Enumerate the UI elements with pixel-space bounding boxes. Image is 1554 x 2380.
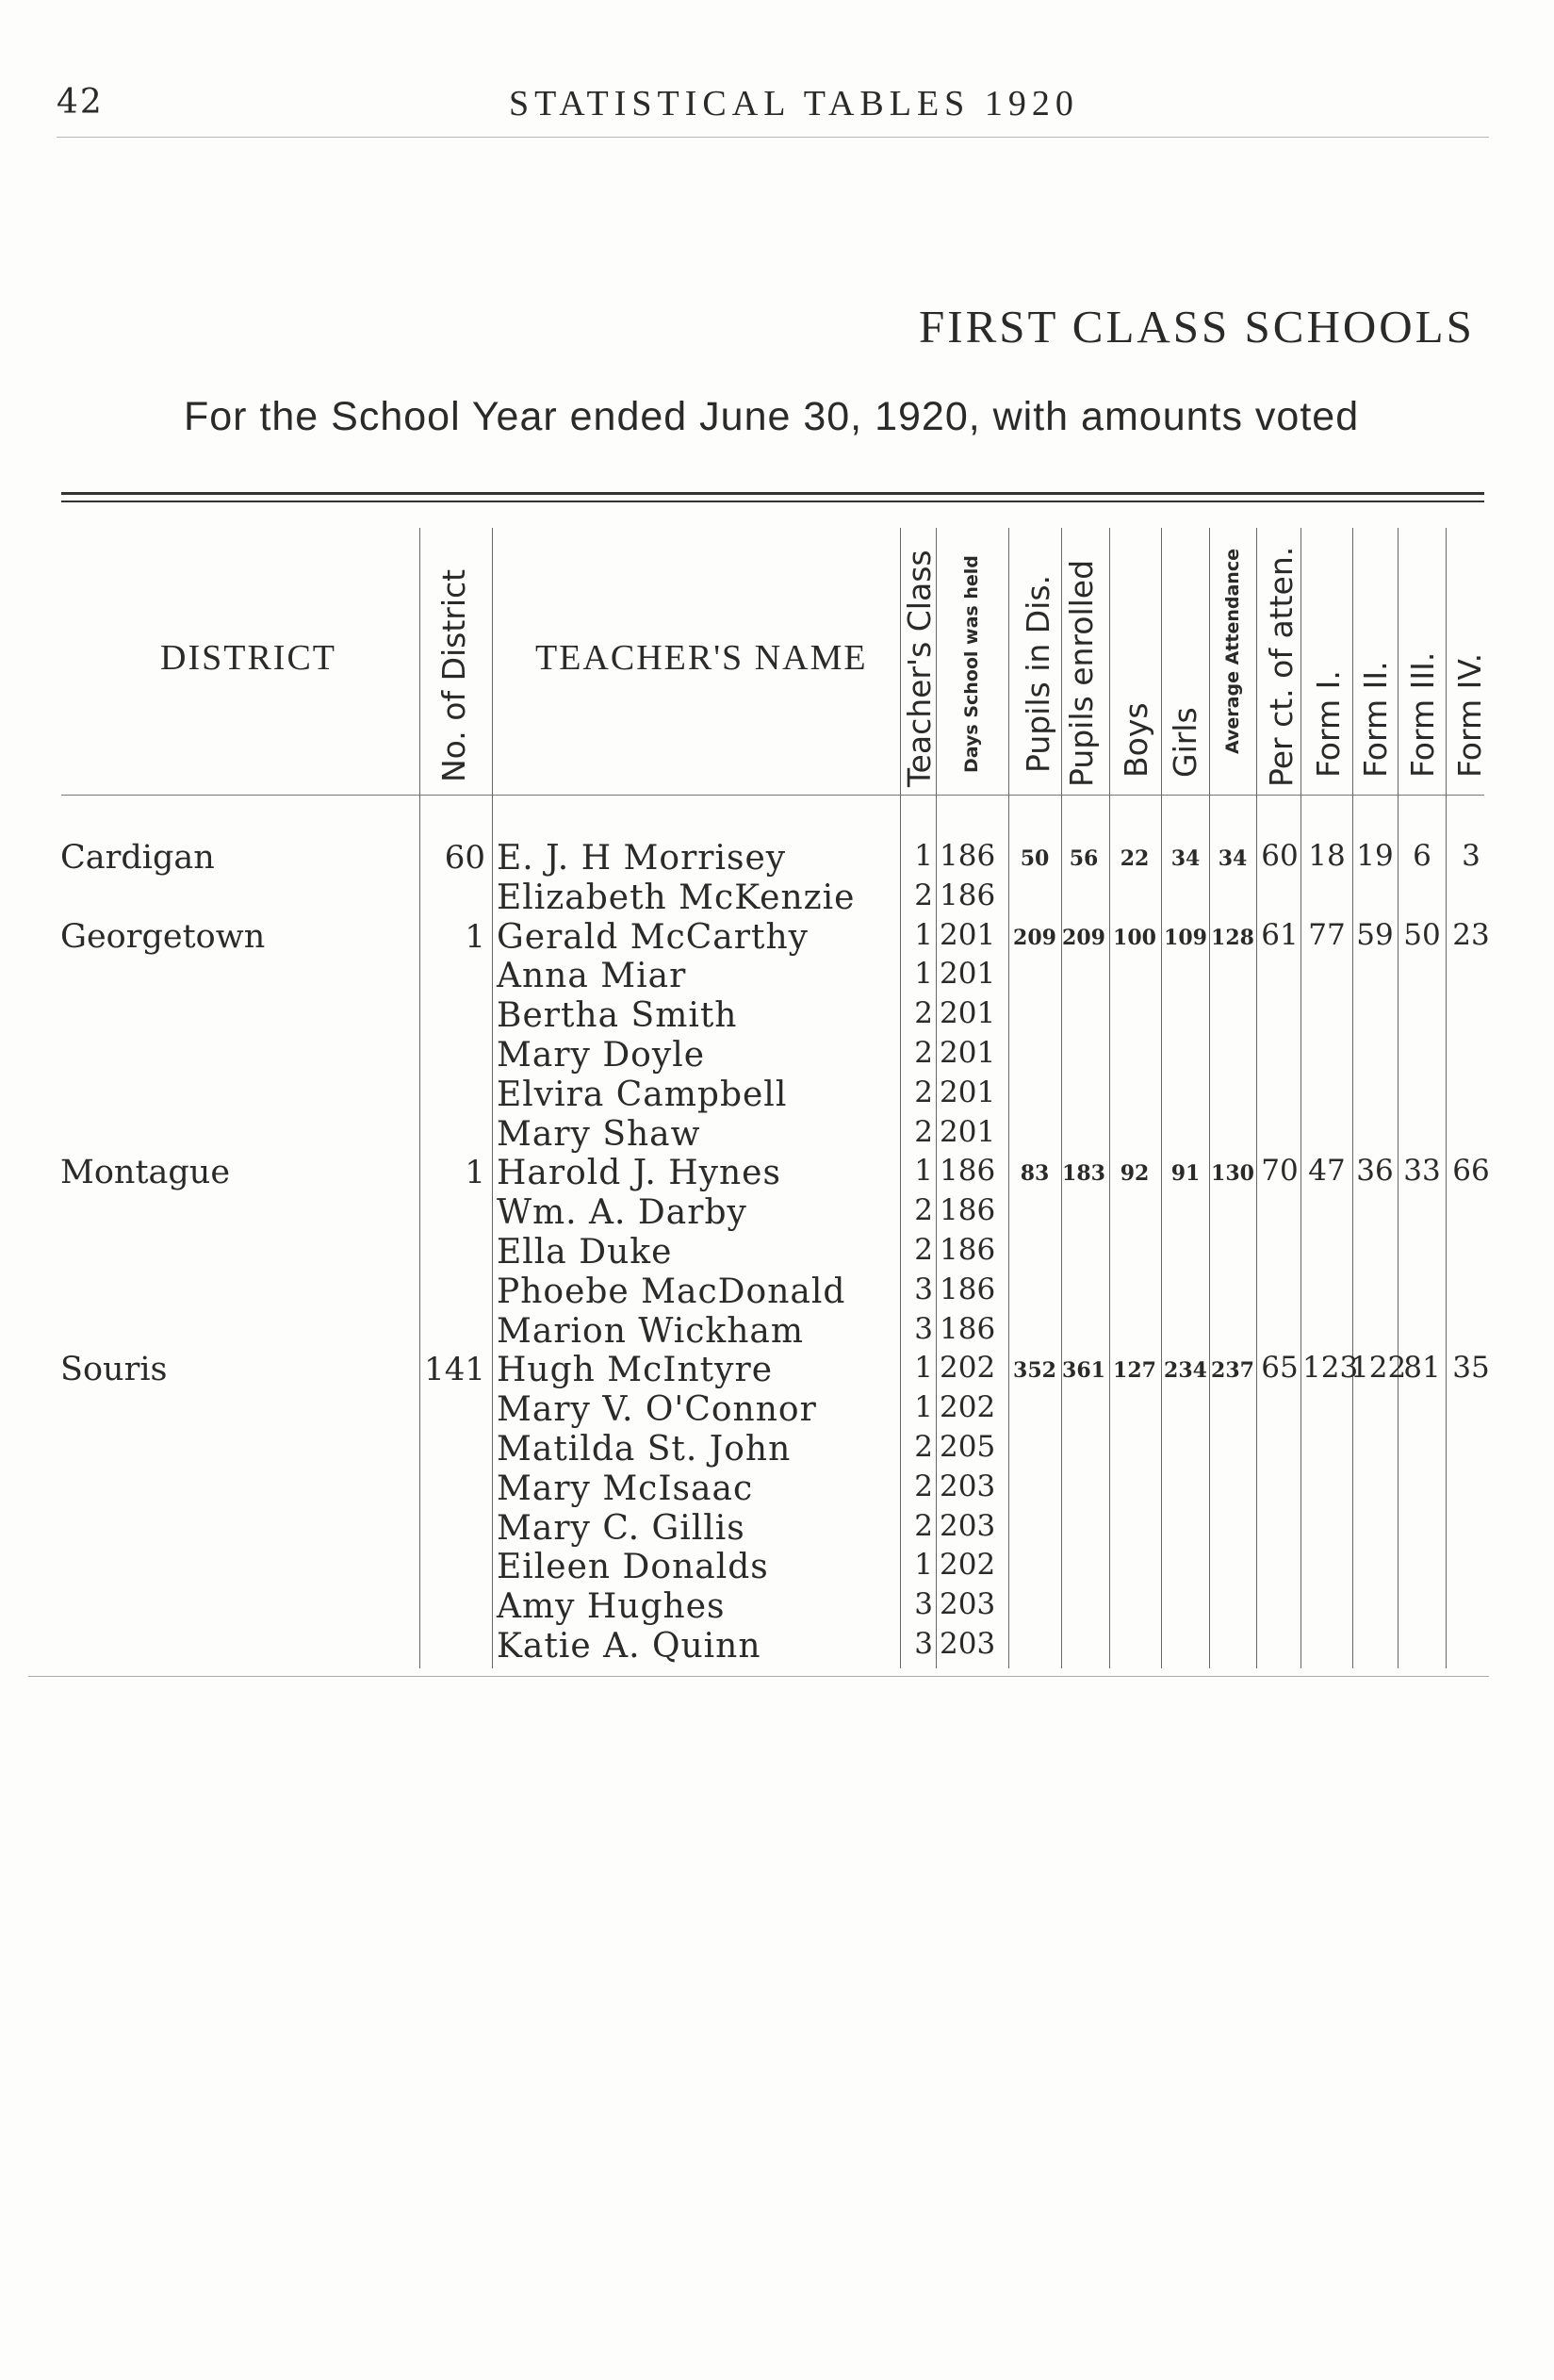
column-header-teacher-class: Teacher's Class <box>901 550 938 787</box>
district-cell: Georgetown <box>60 917 266 956</box>
pupils-in-district-cell: 83 <box>1020 1161 1050 1187</box>
days-held-cell: 186 <box>940 1193 996 1228</box>
days-held-cell: 201 <box>940 1036 996 1070</box>
teacher-name-cell: Marion Wickham <box>497 1311 804 1351</box>
average-attendance-cell: 130 <box>1211 1161 1254 1187</box>
column-header-pupils-enrolled: Pupils enrolled <box>1063 559 1100 787</box>
teacher-name-cell: Eileen Donalds <box>497 1548 769 1587</box>
form-1-cell: 18 <box>1308 839 1346 873</box>
district-number-cell: 141 <box>424 1351 485 1389</box>
teacher-class-cell: 1 <box>914 1154 933 1189</box>
teacher-class-cell: 2 <box>914 878 933 912</box>
form-1-cell: 123 <box>1302 1351 1359 1386</box>
table-row <box>0 1272 1554 1312</box>
teacher-name-cell: Gerald McCarthy <box>497 917 809 957</box>
form-4-cell: 66 <box>1452 1154 1490 1189</box>
column-header-pupils-in-district: Pupils in Dis. <box>1020 574 1056 773</box>
form-2-cell: 122 <box>1350 1351 1407 1386</box>
table-bottom-rule <box>28 1676 1489 1677</box>
teacher-name-cell: E. J. H Morrisey <box>497 839 787 878</box>
boys-cell: 92 <box>1120 1161 1150 1187</box>
girls-cell: 109 <box>1164 925 1207 950</box>
table-row <box>0 918 1554 958</box>
days-held-cell: 205 <box>940 1430 996 1464</box>
teacher-class-cell: 1 <box>914 1548 933 1583</box>
teacher-class-cell: 2 <box>914 996 933 1031</box>
form-2-cell: 19 <box>1356 839 1394 873</box>
table-top-rule <box>61 492 1484 495</box>
percent-attendance-cell: 65 <box>1261 1351 1299 1386</box>
form-4-cell: 3 <box>1462 839 1480 873</box>
boys-cell: 100 <box>1113 925 1156 950</box>
column-header-average-attendance: Average Attendance <box>1222 549 1243 754</box>
district-cell: Cardigan <box>60 839 215 877</box>
pupils-enrolled-cell: 183 <box>1062 1161 1105 1187</box>
average-attendance-cell: 128 <box>1211 925 1254 950</box>
boys-cell: 22 <box>1120 846 1150 871</box>
table-row <box>0 878 1554 918</box>
table-row <box>0 1469 1554 1509</box>
district-cell: Souris <box>60 1351 168 1389</box>
column-header-district-no: No. of District <box>435 568 472 782</box>
column-header-form-1: Form I. <box>1310 670 1347 778</box>
running-head <box>57 83 1489 130</box>
teacher-name-cell: Bertha Smith <box>497 996 738 1036</box>
days-held-cell: 186 <box>940 1272 996 1306</box>
table-row <box>0 1075 1554 1115</box>
girls-cell: 234 <box>1164 1358 1207 1384</box>
teacher-name-cell: Hugh McIntyre <box>497 1351 774 1390</box>
teacher-class-cell: 2 <box>914 1430 933 1464</box>
district-number-cell: 1 <box>465 1154 485 1192</box>
teacher-class-cell: 2 <box>914 1469 933 1503</box>
section-title: FIRST CLASS SCHOOLS <box>919 301 1475 353</box>
table-row <box>0 1509 1554 1549</box>
days-held-cell: 186 <box>940 1154 996 1189</box>
teacher-name-cell: Matilda St. John <box>497 1430 792 1469</box>
column-header-teacher: TEACHER'S NAME <box>535 638 868 678</box>
running-title: STATISTICAL TABLES 1920 <box>509 84 1079 123</box>
pupils-enrolled-cell: 56 <box>1069 846 1099 871</box>
average-attendance-cell: 34 <box>1218 846 1248 871</box>
district-cell: Montague <box>60 1154 231 1192</box>
header-divider <box>57 137 1489 138</box>
pupils-enrolled-cell: 361 <box>1062 1358 1105 1384</box>
table-row <box>0 1390 1554 1430</box>
teacher-name-cell: Harold J. Hynes <box>497 1154 781 1193</box>
teacher-name-cell: Ella Duke <box>497 1233 673 1272</box>
teacher-name-cell: Amy Hughes <box>497 1587 726 1627</box>
pupils-in-district-cell: 352 <box>1013 1358 1056 1384</box>
form-4-cell: 35 <box>1452 1351 1490 1386</box>
teacher-name-cell: Elizabeth McKenzie <box>497 878 856 917</box>
teacher-name-cell: Elvira Campbell <box>497 1075 788 1114</box>
teacher-class-cell: 1 <box>914 917 933 952</box>
teacher-name-cell: Anna Miar <box>497 957 687 996</box>
teacher-class-cell: 1 <box>914 839 933 873</box>
column-header-form-4: Form IV. <box>1451 652 1488 778</box>
form-3-cell: 50 <box>1403 917 1441 952</box>
table-row <box>0 839 1554 878</box>
days-held-cell: 203 <box>940 1469 996 1503</box>
table-row <box>0 1627 1554 1666</box>
girls-cell: 91 <box>1170 1161 1201 1187</box>
table-row <box>0 1351 1554 1390</box>
column-header-form-2: Form II. <box>1357 661 1394 778</box>
percent-attendance-cell: 60 <box>1261 839 1299 873</box>
teacher-class-cell: 3 <box>914 1627 933 1661</box>
form-1-cell: 47 <box>1308 1154 1346 1189</box>
percent-attendance-cell: 61 <box>1261 917 1299 952</box>
teacher-name-cell: Mary V. O'Connor <box>497 1390 817 1430</box>
average-attendance-cell: 237 <box>1211 1358 1254 1384</box>
days-held-cell: 201 <box>940 1075 996 1109</box>
percent-attendance-cell: 70 <box>1261 1154 1299 1189</box>
teacher-class-cell: 1 <box>914 957 933 992</box>
table-row <box>0 1430 1554 1469</box>
table-row <box>0 1312 1554 1352</box>
form-4-cell: 23 <box>1452 917 1490 952</box>
pupils-in-district-cell: 209 <box>1013 925 1056 950</box>
table-row <box>0 1036 1554 1075</box>
page-number: 42 <box>57 83 104 122</box>
form-1-cell: 77 <box>1308 917 1346 952</box>
days-held-cell: 202 <box>940 1351 996 1386</box>
teacher-class-cell: 2 <box>914 1193 933 1228</box>
table-row <box>0 1193 1554 1233</box>
section-subtitle: For the School Year ended June 30, 1920, with amounts voted <box>184 394 1360 439</box>
table-row <box>0 1548 1554 1587</box>
teacher-class-cell: 1 <box>914 1390 933 1425</box>
form-2-cell: 36 <box>1356 1154 1394 1189</box>
teacher-class-cell: 3 <box>914 1272 933 1306</box>
teacher-name-cell: Wm. A. Darby <box>497 1193 747 1233</box>
teacher-name-cell: Mary C. Gillis <box>497 1508 745 1548</box>
days-held-cell: 202 <box>940 1548 996 1583</box>
table-row <box>0 1115 1554 1155</box>
teacher-class-cell: 3 <box>914 1587 933 1622</box>
column-header-percent-attendance: Per ct. of atten. <box>1263 546 1300 787</box>
days-held-cell: 201 <box>940 917 996 952</box>
days-held-cell: 201 <box>940 1114 996 1149</box>
days-held-cell: 201 <box>940 957 996 992</box>
form-3-cell: 6 <box>1413 839 1431 873</box>
column-header-form-3: Form III. <box>1404 651 1441 778</box>
column-header-days-held: Days School was held <box>961 555 982 773</box>
form-3-cell: 81 <box>1403 1351 1441 1386</box>
days-held-cell: 202 <box>940 1390 996 1425</box>
teacher-class-cell: 2 <box>914 1233 933 1267</box>
table-top-rule-inner <box>61 501 1484 502</box>
days-held-cell: 186 <box>940 1311 996 1346</box>
teacher-name-cell: Mary Shaw <box>497 1114 701 1154</box>
teacher-name-cell: Mary McIsaac <box>497 1469 754 1508</box>
teacher-class-cell: 2 <box>914 1114 933 1149</box>
column-header-boys: Boys <box>1118 702 1154 778</box>
days-held-cell: 186 <box>940 1233 996 1267</box>
teacher-class-cell: 2 <box>914 1036 933 1070</box>
teacher-class-cell: 1 <box>914 1351 933 1386</box>
table-header-rule <box>61 795 1484 796</box>
teacher-name-cell: Mary Doyle <box>497 1036 706 1075</box>
teacher-class-cell: 2 <box>914 1508 933 1543</box>
days-held-cell: 203 <box>940 1587 996 1622</box>
days-held-cell: 203 <box>940 1627 996 1661</box>
column-header-district: DISTRICT <box>160 638 336 678</box>
district-number-cell: 1 <box>465 917 485 956</box>
pupils-enrolled-cell: 209 <box>1062 925 1105 950</box>
teacher-name-cell: Phoebe MacDonald <box>497 1272 846 1311</box>
form-2-cell: 59 <box>1356 917 1394 952</box>
column-header-girls: Girls <box>1167 707 1203 778</box>
form-3-cell: 33 <box>1403 1154 1441 1189</box>
teacher-class-cell: 3 <box>914 1311 933 1346</box>
table-row <box>0 996 1554 1036</box>
table-row <box>0 1587 1554 1627</box>
days-held-cell: 186 <box>940 878 996 912</box>
girls-cell: 34 <box>1170 846 1201 871</box>
teacher-class-cell: 2 <box>914 1075 933 1109</box>
teacher-name-cell: Katie A. Quinn <box>497 1627 761 1666</box>
table-row <box>0 957 1554 996</box>
boys-cell: 127 <box>1113 1358 1156 1384</box>
days-held-cell: 203 <box>940 1508 996 1543</box>
district-number-cell: 60 <box>444 839 485 877</box>
days-held-cell: 201 <box>940 996 996 1031</box>
table-row <box>0 1233 1554 1272</box>
table-row <box>0 1154 1554 1193</box>
days-held-cell: 186 <box>940 839 996 873</box>
pupils-in-district-cell: 50 <box>1020 846 1050 871</box>
